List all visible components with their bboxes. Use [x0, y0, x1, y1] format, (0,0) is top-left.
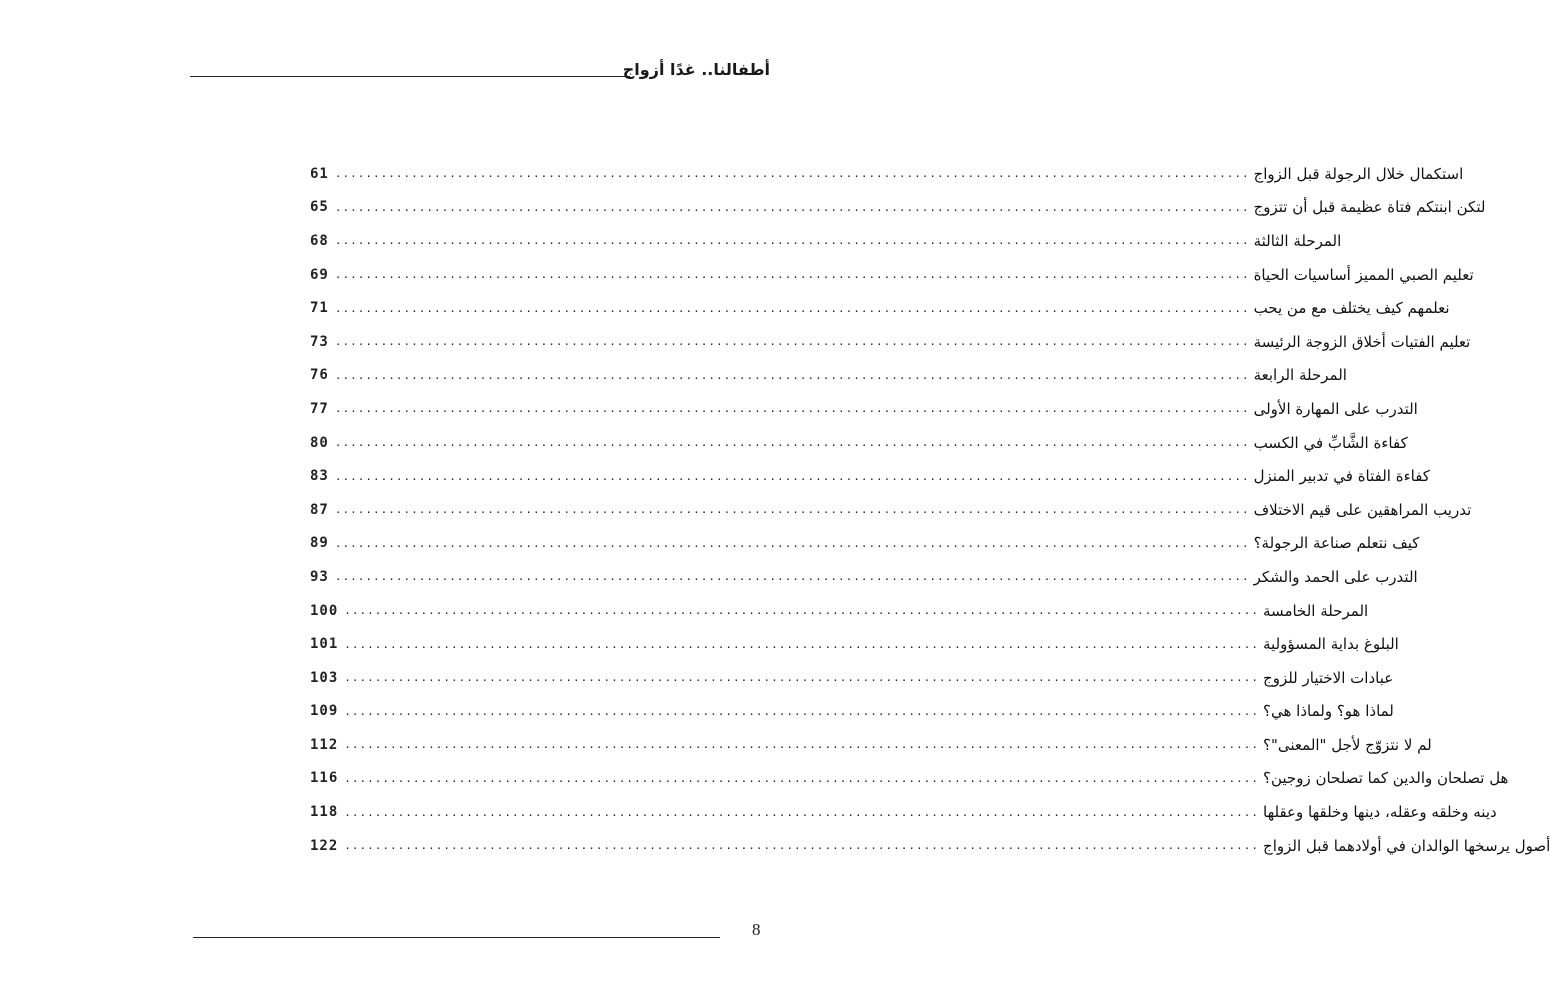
toc-entry: [310, 594, 1369, 628]
dot-leader: ........................................................................................................................: [334, 436, 1250, 450]
dot-leader: ........................................................................................................................: [334, 301, 1250, 315]
toc-entry-title: لتكن ابنتكم فتاة عظيمة قبل أن تتزوج: [1253, 198, 1486, 217]
toc-entry-title: عبادات الاختيار للزوج: [1263, 668, 1394, 687]
dot-leader: ........................................................................................................................: [334, 200, 1250, 214]
toc-entry-title: كيف نتعلم صناعة الرجولة؟: [1253, 534, 1420, 553]
dot-leader: ........................................................................................................................: [334, 402, 1250, 416]
running-header: [190, 60, 770, 90]
toc-page-number: 68: [310, 232, 329, 249]
toc-entry: [310, 291, 1450, 325]
toc-page-number: 77: [310, 400, 329, 417]
toc-page-number: 76: [310, 367, 329, 384]
toc-page-number: 103: [310, 669, 339, 686]
toc-entry: [310, 560, 1418, 594]
toc-entry: [310, 258, 1474, 292]
toc-page-number: 109: [310, 703, 339, 720]
dot-leader: ........................................................................................................................: [344, 637, 1260, 651]
dot-leader: ........................................................................................................................: [344, 604, 1260, 618]
toc-page-number: 69: [310, 266, 329, 283]
toc-page-number: 100: [310, 602, 339, 619]
dot-leader: ........................................................................................................................: [334, 335, 1250, 349]
toc-entry-title: المرحلة الرابعة: [1253, 366, 1347, 385]
toc-entry: [310, 695, 1394, 729]
book-title: أطفالنا.. غدًا أزواج: [622, 60, 770, 79]
toc-page-number: 118: [310, 804, 339, 821]
table-of-contents: [310, 157, 1550, 862]
dot-leader: ........................................................................................................................: [344, 839, 1260, 853]
footer-rule: [193, 937, 720, 938]
toc-entry: [310, 426, 1408, 460]
toc-page-number: 73: [310, 333, 329, 350]
toc-entry: [310, 728, 1432, 762]
page-number: 8: [752, 920, 761, 939]
toc-entry: [310, 829, 1550, 863]
toc-entry-title: نعلمهم كيف يختلف مع من يحب: [1253, 299, 1450, 318]
dot-leader: ........................................................................................................................: [344, 805, 1260, 819]
toc-page-number: 83: [310, 468, 329, 485]
dot-leader: ........................................................................................................................: [344, 738, 1260, 752]
dot-leader: ........................................................................................................................: [334, 536, 1250, 550]
toc-entry: [310, 493, 1472, 527]
dot-leader: ........................................................................................................................: [334, 570, 1250, 584]
dot-leader: ........................................................................................................................: [334, 234, 1250, 248]
toc-entry: [310, 661, 1394, 695]
dot-leader: ........................................................................................................................: [334, 167, 1250, 181]
toc-entry: [310, 191, 1486, 225]
toc-entry: [310, 157, 1464, 191]
toc-entry: [310, 459, 1430, 493]
toc-entry-title: لم لا نتزوّج لأجل "المعنى"؟: [1263, 735, 1432, 754]
dot-leader: ........................................................................................................................: [344, 704, 1260, 718]
toc-page-number: 61: [310, 165, 329, 182]
dot-leader: ........................................................................................................................: [344, 771, 1260, 785]
toc-entry-title: المرحلة الثالثة: [1253, 231, 1342, 250]
toc-page-number: 71: [310, 300, 329, 317]
toc-entry-title: هل تصلحان والدين كما تصلحان زوجين؟: [1263, 769, 1509, 788]
toc-entry-title: التدرب على الحمد والشكر: [1253, 567, 1418, 586]
toc-entry-title: المرحلة الخامسة: [1263, 601, 1369, 620]
toc-page-number: 122: [310, 837, 339, 854]
toc-entry: [310, 762, 1509, 796]
dot-leader: ........................................................................................................................: [334, 368, 1250, 382]
toc-entry: [310, 795, 1497, 829]
toc-entry-title: البلوغ بداية المسؤولية: [1263, 635, 1399, 654]
toc-page-number: 101: [310, 636, 339, 653]
toc-entry: [310, 627, 1399, 661]
header-rule: [190, 76, 630, 77]
dot-leader: ........................................................................................................................: [334, 268, 1250, 282]
toc-entry-title: كفاءة الشَّابِّ في الكسب: [1253, 433, 1408, 452]
toc-entry: [310, 224, 1342, 258]
toc-page-number: 65: [310, 199, 329, 216]
dot-leader: ........................................................................................................................: [344, 671, 1260, 685]
dot-leader: ........................................................................................................................: [334, 469, 1250, 483]
toc-page-number: 87: [310, 501, 329, 518]
toc-page-number: 116: [310, 770, 339, 787]
toc-entry: [310, 359, 1347, 393]
toc-entry-title: تدريب المراهقين على قيم الاختلاف: [1253, 500, 1472, 519]
toc-entry-title: كفاءة الفتاة في تدبير المنزل: [1253, 467, 1430, 486]
toc-entry-title: لماذا هو؟ ولماذا هي؟: [1263, 702, 1394, 721]
toc-page-number: 80: [310, 434, 329, 451]
toc-entry: [310, 527, 1420, 561]
dot-leader: ........................................................................................................................: [334, 503, 1250, 517]
toc-page-number: 93: [310, 568, 329, 585]
toc-entry-title: التدرب على المهارة الأولى: [1253, 399, 1418, 418]
toc-entry-title: تعليم الفتيات أخلاق الزوجة الرئيسة: [1253, 332, 1471, 351]
toc-entry: [310, 325, 1471, 359]
toc-entry-title: دينه وخلقه وعقله، دينها وخلقها وعقلها: [1263, 803, 1497, 822]
toc-entry-title: أصول يرسخها الوالدان في أولادهما قبل الزواج: [1263, 836, 1550, 855]
toc-entry-title: استكمال خلال الرجولة قبل الزواج: [1253, 164, 1464, 183]
toc-entry-title: تعليم الصبي المميز أساسيات الحياة: [1253, 265, 1474, 284]
toc-page-number: 112: [310, 736, 339, 753]
toc-page-number: 89: [310, 535, 329, 552]
toc-entry: [310, 392, 1418, 426]
